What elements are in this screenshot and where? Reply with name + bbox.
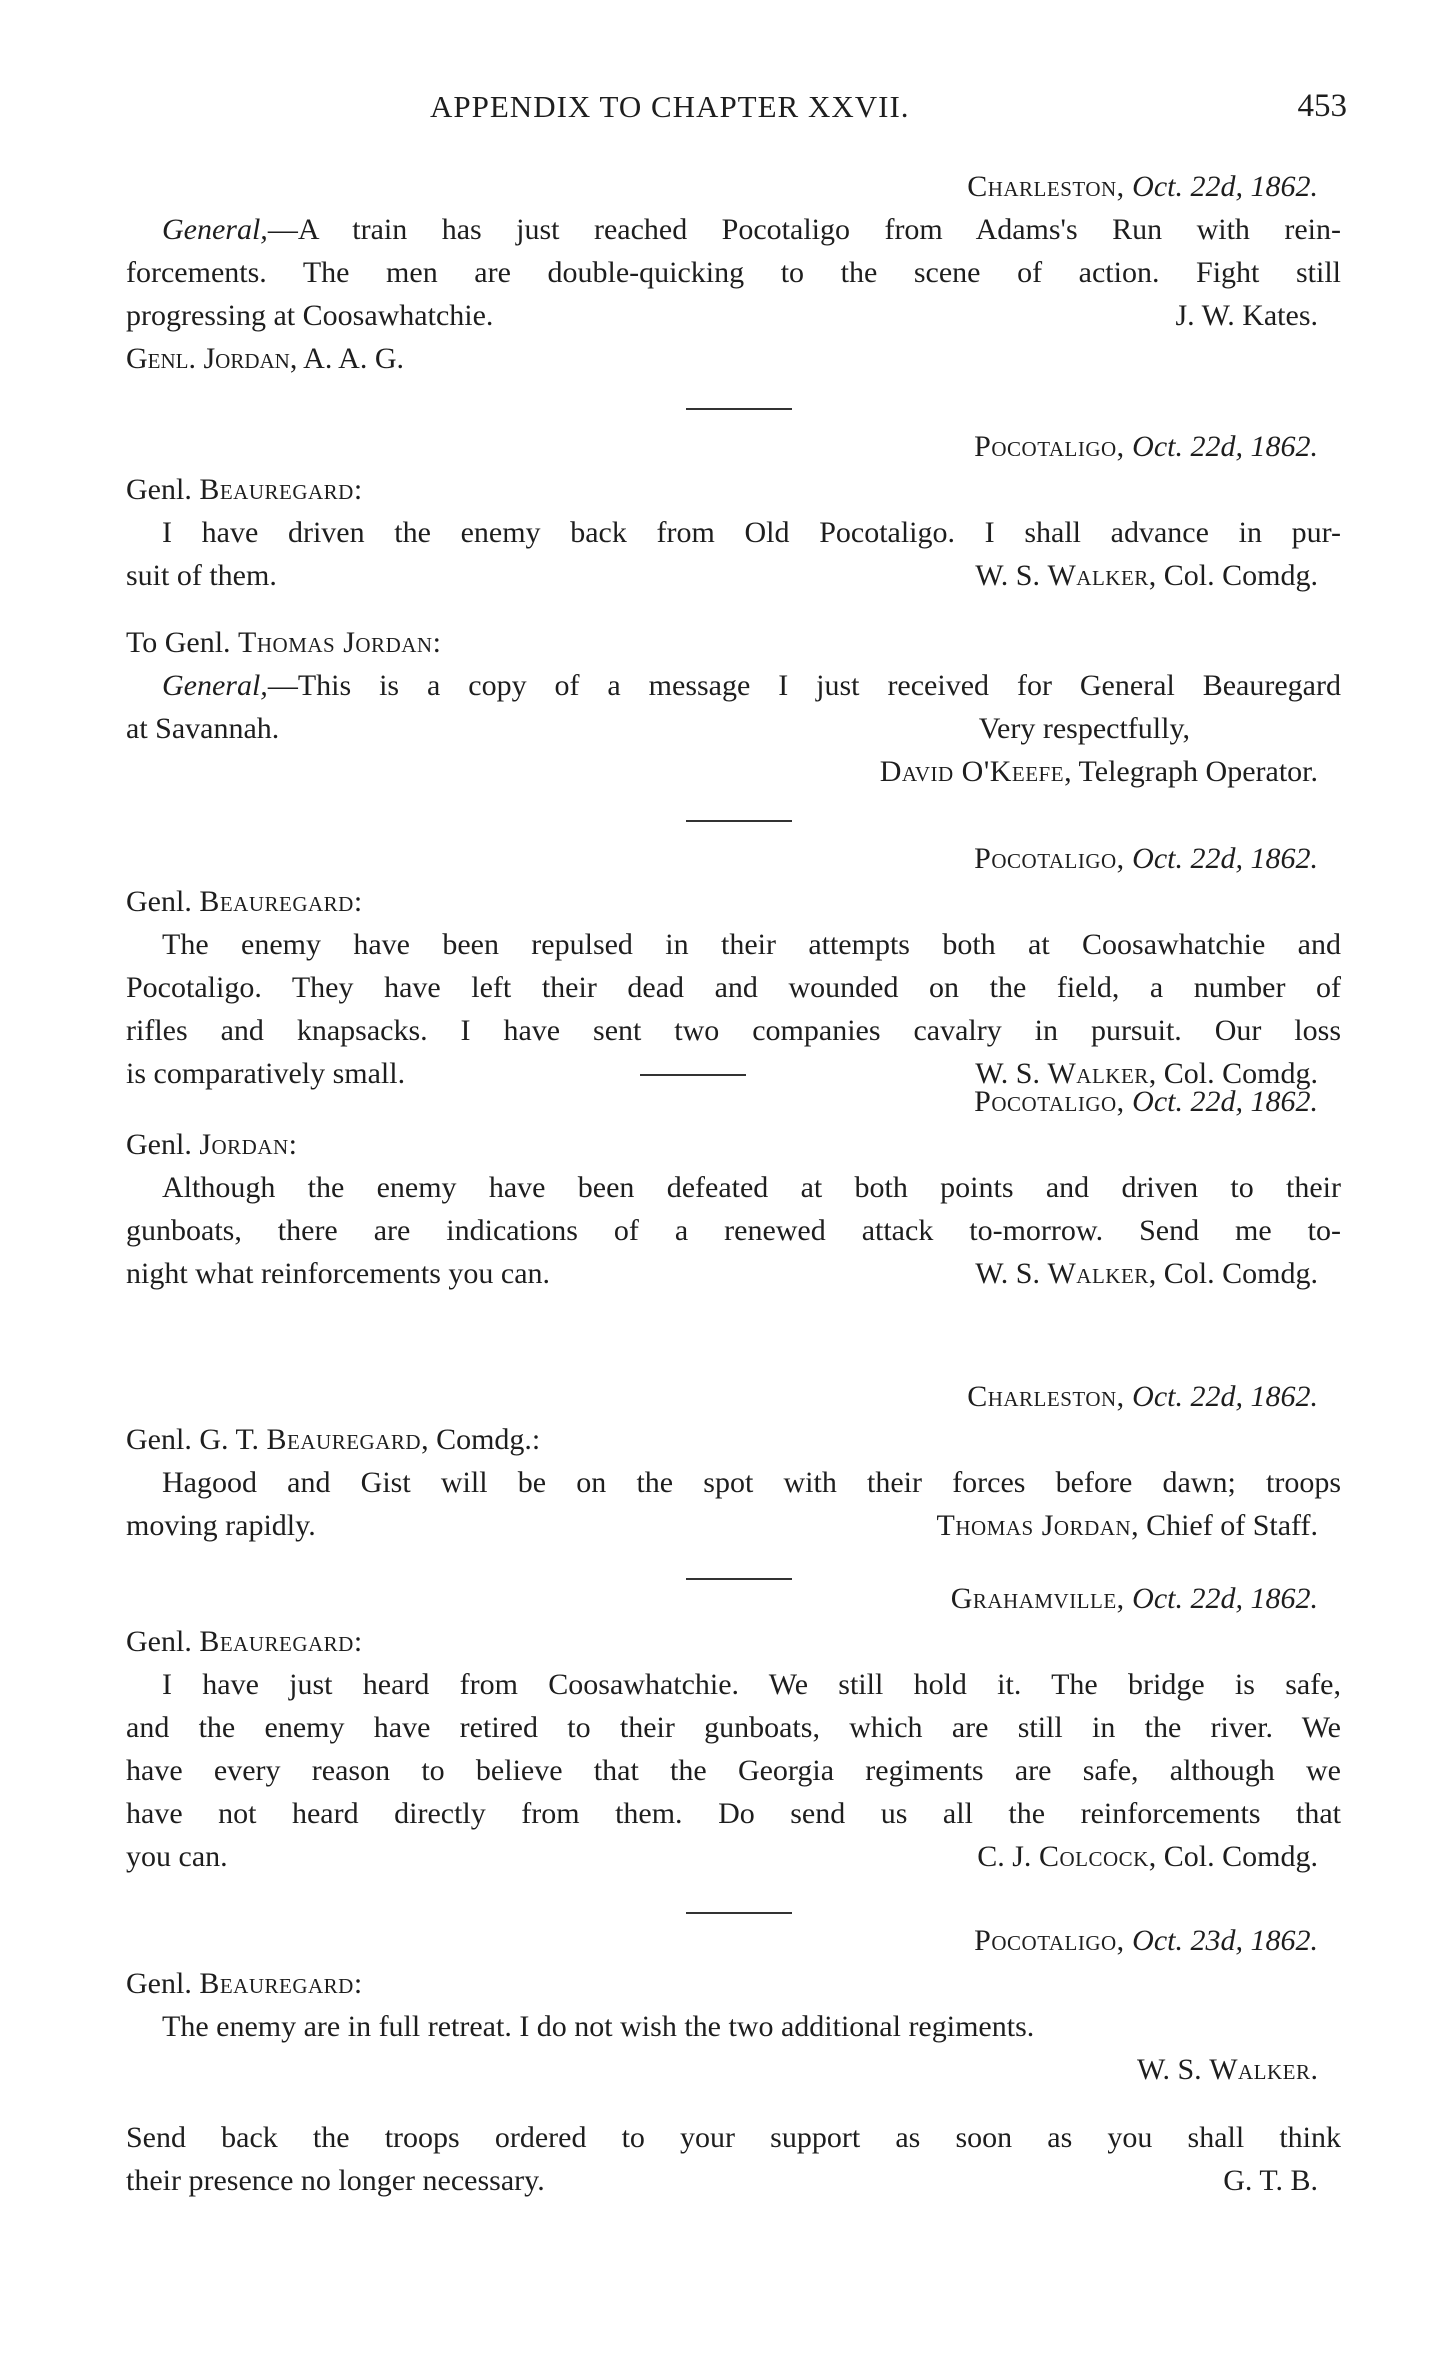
message-line: night what reinforcements you can. W. S. Walker, Col. Comdg. (126, 1253, 1318, 1294)
message-line: General,—This is a copy of a message I just received for General Beauregard (162, 669, 1341, 702)
message-line: Although the enemy have been defeated at both points and driven to their (162, 1171, 1341, 1204)
signature: W. S. Walker, Col. Comdg. (975, 559, 1318, 592)
message-line: gunboats, there are indications of a renewed attack to-morrow. Send me to- (126, 1214, 1341, 1247)
addressee: Genl. Jordan: (126, 1128, 298, 1161)
dateline: Grahamville, Oct. 22d, 1862. (950, 1582, 1318, 1615)
signature: Thomas Jordan, Chief of Staff. (936, 1509, 1318, 1542)
addressee: Genl. Beauregard: (126, 473, 363, 506)
message-line: moving rapidly. Thomas Jordan, Chief of Staff. (126, 1505, 1318, 1546)
message-line: rifles and knapsacks. I have sent two companies cavalry in pursuit. Our loss (126, 1014, 1341, 1047)
message-line: have not heard directly from them. Do send us all the reinforcements that (126, 1797, 1341, 1830)
closing: Very respectfully, (978, 712, 1190, 745)
message-line: at Savannah. Very respectfully, (126, 708, 1318, 749)
message-line: and the enemy have retired to their gunboats, which are still in the river. We (126, 1711, 1341, 1744)
signature: W. S. Walker, Col. Comdg. (975, 1257, 1318, 1290)
dateline: Charleston, Oct. 22d, 1862. (967, 1380, 1318, 1413)
signature: W. S. Walker, Col. Comdg. (975, 1057, 1318, 1090)
signature: David O'Keefe, Telegraph Operator. (879, 755, 1318, 788)
addressee: Genl. Jordan, A. A. G. (126, 342, 405, 375)
separator-rule (686, 1912, 792, 1914)
addressee: Genl. Beauregard: (126, 1625, 363, 1658)
running-title: APPENDIX TO CHAPTER XXVII. (430, 89, 910, 124)
addressee: Genl. G. T. Beauregard, Comdg.: (126, 1423, 541, 1456)
message-line: Hagood and Gist will be on the spot with their forces before dawn; troops (162, 1466, 1341, 1499)
addressee: To Genl. Thomas Jordan: (126, 626, 441, 659)
message-line: is comparatively small. W. S. Walker, Col. Comdg. (126, 1053, 1318, 1094)
addressee: Genl. Beauregard: (126, 885, 363, 918)
signature: C. J. Colcock, Col. Comdg. (977, 1840, 1318, 1873)
dateline: Charleston, Oct. 22d, 1862. (967, 170, 1318, 203)
message-line: their presence no longer necessary. G. T. B. (126, 2160, 1318, 2201)
message-line: I have just heard from Coosawhatchie. We still hold it. The bridge is safe, (162, 1668, 1341, 1701)
running-header (0, 86, 1453, 130)
message-line: you can. C. J. Colcock, Col. Comdg. (126, 1836, 1318, 1877)
message-line: The enemy are in full retreat. I do not wish the two additional regiments. (162, 2010, 1035, 2043)
message-line: forcements. The men are double-quicking to the scene of action. Fight still (126, 256, 1341, 289)
message-line: General,—A train has just reached Pocotaligo from Adams's Run with rein- (162, 213, 1341, 246)
message-line: have every reason to believe that the Georgia regiments are safe, although we (126, 1754, 1341, 1787)
signature: G. T. B. (1223, 2164, 1318, 2197)
dateline: Pocotaligo, Oct. 22d, 1862. (974, 842, 1318, 875)
message-line: I have driven the enemy back from Old Pocotaligo. I shall advance in pur- (162, 516, 1341, 549)
separator-rule (686, 820, 792, 822)
signature: W. S. Walker. (1136, 2053, 1318, 2086)
addressee: Genl. Beauregard: (126, 1967, 363, 2000)
message-line: The enemy have been repulsed in their attempts both at Coosawhatchie and (162, 928, 1341, 961)
separator-rule (686, 408, 792, 410)
signature: J. W. Kates. (1175, 299, 1318, 332)
message-line: Send back the troops ordered to your support as soon as you shall think (126, 2121, 1341, 2154)
message-line: suit of them. W. S. Walker, Col. Comdg. (126, 555, 1318, 596)
separator-rule (640, 1074, 746, 1076)
dateline: Pocotaligo, Oct. 23d, 1862. (974, 1924, 1318, 1957)
dateline: Pocotaligo, Oct. 22d, 1862. (974, 1085, 1318, 1118)
message-line: Pocotaligo. They have left their dead and wounded on the field, a number of (126, 971, 1341, 1004)
message-line: progressing at Coosawhatchie. J. W. Kates. (126, 295, 1318, 336)
page-number: 453 (1297, 88, 1347, 124)
dateline: Pocotaligo, Oct. 22d, 1862. (974, 430, 1318, 463)
